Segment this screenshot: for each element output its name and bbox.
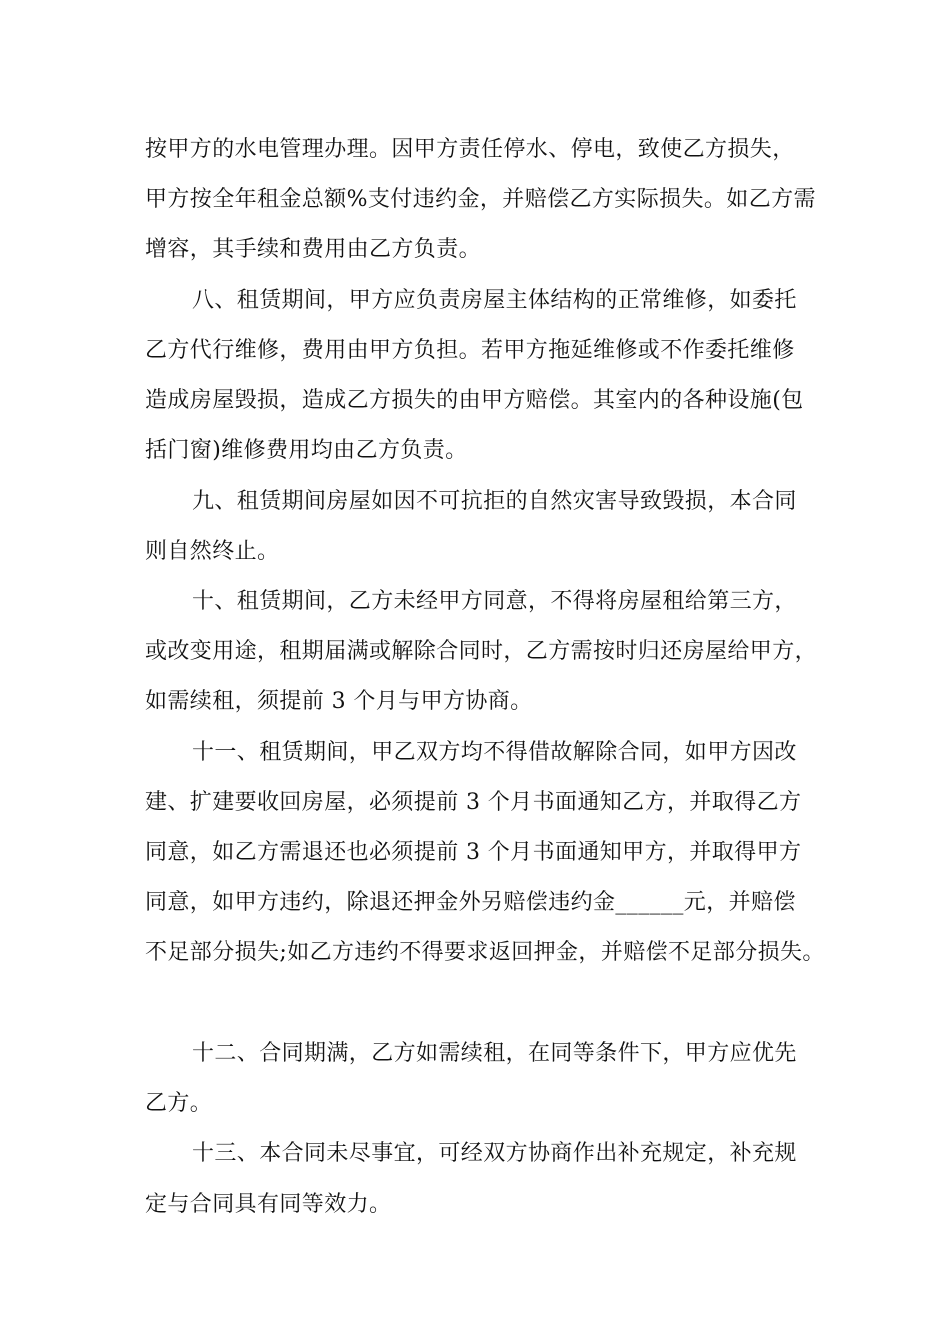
text-line: 九、租赁期间房屋如因不可抗拒的自然灾害导致毁损，本合同 [192, 489, 797, 514]
text-line: 十二、合同期满，乙方如需续租，在同等条件下，甲方应优先 [192, 1041, 797, 1066]
text-line: 同意，如乙方需退还也必须提前 3 个月书面通知甲方，并取得甲方 [145, 840, 802, 865]
text-line: 或改变用途，租期届满或解除合同时，乙方需按时归还房屋给甲方， [145, 639, 818, 664]
text-line: 按甲方的水电管理办理。因甲方责任停水、停电，致使乙方损失， [145, 137, 795, 162]
text-line: 则自然终止。 [145, 539, 280, 564]
text-line: 建、扩建要收回房屋，必须提前 3 个月书面通知乙方，并取得乙方 [145, 790, 802, 815]
text-line: 乙方。 [145, 1091, 213, 1116]
text-line: 增容，其手续和费用由乙方负责。 [145, 237, 482, 262]
text-line: 不足部分损失;如乙方违约不得要求返回押金，并赔偿不足部分损失。 [145, 940, 825, 965]
text-line: 乙方代行维修，费用由甲方负担。若甲方拖延维修或不作委托维修 [145, 338, 795, 363]
text-line: 造成房屋毁损，造成乙方损失的由甲方赔偿。其室内的各种设施(包 [145, 388, 804, 413]
text-line: 括门窗)维修费用均由乙方负责。 [145, 438, 468, 463]
text-line: 如需续租，须提前 3 个月与甲方协商。 [145, 689, 533, 714]
text-line: 定与合同具有同等效力。 [145, 1192, 392, 1217]
text-line: 十一、租赁期间，甲乙双方均不得借故解除合同，如甲方因改 [192, 740, 797, 765]
text-line: 八、租赁期间，甲方应负责房屋主体结构的正常维修，如委托 [192, 288, 797, 313]
text-line: 十、租赁期间，乙方未经甲方同意，不得将房屋租给第三方， [192, 589, 797, 614]
text-line: 同意，如甲方违约，除退还押金外另赔偿违约金______元，并赔偿 [145, 890, 796, 915]
text-line: 甲方按全年租金总额%支付违约金，并赔偿乙方实际损失。如乙方需 [145, 187, 816, 212]
text-line: 十三、本合同未尽事宜，可经双方协商作出补充规定，补充规 [192, 1141, 797, 1166]
